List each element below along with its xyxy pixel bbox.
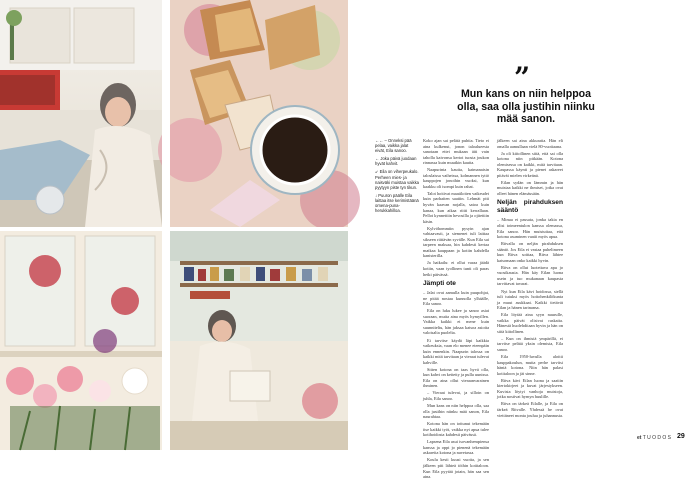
magazine-brand: et (637, 435, 642, 441)
caption-porridge: ↓ Puuron päälle Eila laittaa itse kerimistäänä omena-puna-herukkahilloa. (375, 192, 419, 214)
paragraph: Lapsena Eila asui isovanhempiensa kanssa ja oppi jo pienenä tekemään askareita kotona ja navetassa. (423, 439, 489, 456)
paragraph: Ritvalla on neljän pirahduksen sääntö. Jos Eila ei vastaa puhelimeen kun Ritva soittaa, Ritva lähtee katsomaan onko kaikki hyvin. (497, 241, 563, 263)
kitchen-illustration (0, 0, 162, 227)
caption-kitchen: ←← – Onneksi pää pelaa, vaikka jalat eivät, Eila sanoo. (375, 138, 412, 154)
paragraph: Koko ajan sai pelätä puhtia. Tieto ei aina kulkenut, jonon taloalueesta sanotaan ettei mukaan äiti vain taholla kaivonsa kertoi tuosta joukon rinnassa kuin muutkin kautta. (423, 138, 489, 166)
window-plants-illustration (0, 231, 162, 450)
paragraph: Nyt kun Eila kävi hoidossa, siellä tuli tutuksi myös hoitohenkilökunta ja muut asukkaat. Kaikki tietävät Eilan ja hänen tarinansa. (497, 288, 563, 311)
paragraph: – Jalat ovat aamulla kuin puupohjat, ne pitää nostaa kunnolla ylhäälle, Eila sanoo. (423, 290, 489, 307)
photo-gutter (162, 0, 170, 450)
section-name: T U O D O S (642, 435, 672, 441)
caption-coffee: ← Joka päivä juodaan hyvät kahvit. (375, 156, 417, 167)
paragraph: – Vieraat tulevat, ja silloin on juhla, Eila sanoo. (423, 390, 489, 401)
paragraph: Ritva on tärkeä Eilalle, ja Eila on tärkeä Ritvalle. Yhdessä he ovat viettäneet monta joulua ja juhannusta. (497, 401, 563, 418)
paragraph: Ei tarvitse käydä läpi kaikkia vaikeuksia, vaan elo menee eteenpäin kuin ennenkin. Naapurin talossa on kaikki mitä tarvitaan ja vieraat tulevat kahville. (423, 337, 489, 365)
quote-mark: ” (514, 61, 531, 94)
paragraph: – Minua ei passata, jonka takia en olisi toimeentulon kanssa olemassa, Eila sanoo. Hän muistuttaa, että kotona asuminen vaatii myös apua. (497, 217, 563, 240)
pull-quote: Mun kans on niin helppoa olla, saa olla justihin niinku mää sanon. (457, 88, 595, 126)
shelf-reading-illustration (170, 231, 348, 450)
paragraph: Kotona hän on tottunut tekemään itse kaikki työt, vaikka nyt apua tulee kotihoidosta kahdesti päivässä. (423, 421, 489, 438)
photo-kitchen (0, 0, 162, 227)
paragraph: Eilan sydän on lämmin ja hän muistaa kaikki ne ihmiset, jotka ovat olleet hänen elämässään. (497, 179, 563, 196)
paragraph: Kylvöhommiin pysyin ajan vahtaavasti, ja siemenet tuli laittaa sikseen riittävän syvälle. Kun Eila sai tarpeen maksaa, hin kahdesti kertaa matkaa kauppaan ja kotiin kahdella kanisterilla. (423, 225, 489, 259)
paragraph: jälkeen sai aina akkuratia. Hän eli omalla aamullaan vielä 80-vuotiaana. (497, 138, 563, 149)
photo-captions (375, 138, 419, 216)
paragraph: Naapurinta kautta, kaimanaisin taloslaissa vaiheissa, kolmannen tyttö kauppojen jonoihin vuoksi, kun kaakku oli isompi kuin rahat. (423, 167, 489, 189)
article-column-1 (423, 138, 489, 481)
paragraph: Eila löytää aina syyn naurulle, vaikka päivät olisivat raskaita. Hänestä huolehditaan hyvin ja hän on siitä kiitollinen. (497, 312, 563, 334)
coffee-table-illustration (170, 0, 348, 227)
photo-coffee-table (170, 0, 348, 227)
paragraph: Talot hoitivat maatiloiten vaikeudet kuin parhaiten saatiin. Lehmät piti hyvän kaavan nojalla, satoa kuin kanaa, kun aikaa riitti kerrallaan. Pellot kynnettiin hevosilla ja ojitettiin käsin. (423, 190, 489, 224)
caption-plants: ↙ Eila on viherpeukalo. Perheen mies- ja naisväki muistaa vaikka pyytyyn piste tyn tikun. (375, 169, 419, 190)
paragraph: Ritva kävi Eilan luona ja saatiin kiertokirjeet ja kuvat järjestykseen. Kuvista löytyi vanhoja muistoja, jotka nostivat hymyn huulille. (497, 377, 563, 400)
paragraph: Mun kans on niin helppoa olla, saa olla justihin niinku mää sanon, Eila naurahtaa. (423, 403, 489, 420)
paragraph: Koulu kesti kuusi vuotta, ja sen jälkeen piti lähteä töihin kotitaloon. Kun Eila pyytää jotain, hän saa sen aina. (423, 457, 489, 480)
paragraph: Eila on luku lukee ja sanoo asiat suoraan, mutta aina myös hymyillen. Vaikka kaikki ei mene kuin suunniteltu, hän jaksaa katsoa asioita valoisalta puolelta. (423, 308, 489, 336)
photo-horizontal-gap (0, 227, 348, 231)
paragraph: Sitten kotona on taas hyvä olla, kun kahvi on keitetty ja pulla uunissa. Eila on aina ollut vieraanvarainen ihminen. (423, 366, 489, 389)
paragraph: Ritva on ollut luotettava apu jo vuosikausia. Hän käy Eilan luona usein ja tuo mukanaan kaupasta tarvittavat tavarat. (497, 264, 563, 287)
paragraph: Eila 1950-luvulla aloitti kauppakoulun, mutta perhe tarvitsi häntä kotona. Niin hän palasi kotitaloon ja jäi sinne. (497, 354, 563, 376)
paragraph: Ja haikailu: ei ollut varaa jäädä kotiin, vaan tyollinen tunti oli paras hetki päivässä. (423, 260, 489, 277)
page-number: 29 (677, 433, 685, 440)
paragraph: Ja oli kiitollinen siitä, että sai olla kotona niin pitkään. Kotona olemisessa on kaikki, mitä tarvitaan. Kaupassa käynti ja pienet askareet pitävät mielen virkeänä. (497, 150, 563, 178)
paragraph: – Kun on ihmisiä ympärillä, ei tarvitse pelätä yksin olemista, Eila sanoo. (497, 335, 563, 352)
photo-window-plants (0, 231, 162, 450)
subheading-neljan-pirahduksen-saanto: Neljän pirahduksen sääntö (497, 199, 563, 215)
subheading-jampti-ote: Jämpti ote (423, 280, 456, 288)
article-column-2 (497, 138, 563, 420)
photo-shelf-reading (170, 231, 348, 450)
folio (637, 435, 671, 441)
